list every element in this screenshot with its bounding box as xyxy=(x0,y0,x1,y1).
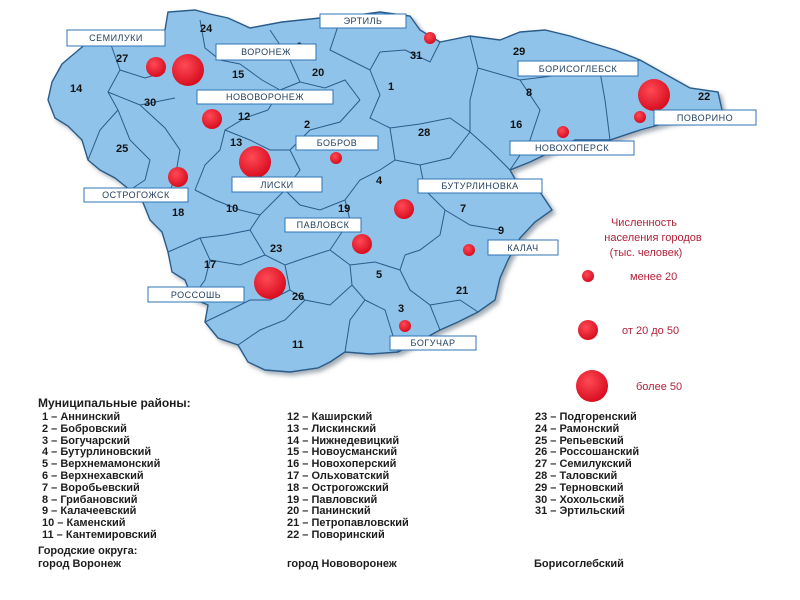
district-list-item: 30 – Хохольский xyxy=(535,493,625,506)
legend-title-line-1: Численность xyxy=(610,217,678,229)
city-marker-voronezh xyxy=(172,54,204,86)
city-marker-novokhopersk xyxy=(557,126,569,138)
legend-title-line-3: (тыс. человек) xyxy=(609,247,683,259)
city-marker-buturlinovka xyxy=(394,199,414,219)
svg-text:ВОРОНЕЖ: ВОРОНЕЖ xyxy=(241,47,291,57)
district-list-item: 20 – Панинский xyxy=(287,505,371,518)
city-marker-liski xyxy=(239,146,271,178)
district-list-item: 1 – Аннинский xyxy=(42,411,121,423)
districts-column-2 xyxy=(287,412,535,542)
city-marker-povorino xyxy=(634,111,646,123)
city-marker-pavlovsk xyxy=(352,234,372,254)
district-number: 17 xyxy=(204,259,217,271)
city-marker-bobrov xyxy=(330,152,342,164)
district-number: 20 xyxy=(312,67,325,79)
district-list-item: 15 – Новоусманский xyxy=(287,446,398,459)
svg-text:ЛИСКИ: ЛИСКИ xyxy=(260,180,294,190)
district-list-item: 13 – Лискинский xyxy=(287,422,377,435)
district-number: 25 xyxy=(116,143,129,155)
district-list-item: 28 – Таловский xyxy=(535,469,618,482)
svg-text:ОСТРОГОЖСК: ОСТРОГОЖСК xyxy=(102,190,170,200)
district-number: 13 xyxy=(230,137,243,149)
district-number: 18 xyxy=(172,207,185,219)
district-number: 26 xyxy=(292,291,305,303)
districts-column-3 xyxy=(535,412,775,542)
district-list-item: 23 – Подгоренский xyxy=(535,411,637,423)
district-list-item: 10 – Каменский xyxy=(42,517,126,530)
city-label-buturlinovka xyxy=(418,179,542,193)
city-label-bobrov xyxy=(296,136,378,150)
district-number: 30 xyxy=(144,97,157,109)
district-list-item: 19 – Павловский xyxy=(287,493,378,506)
district-number: 4 xyxy=(376,175,383,187)
svg-text:БОГУЧАР: БОГУЧАР xyxy=(410,338,456,348)
city-label-ostrogozhsk xyxy=(84,188,188,202)
district-number: 19 xyxy=(338,203,351,215)
district-list-item: 14 – Нижнедевицкий xyxy=(287,434,400,447)
district-list-item: 12 – Каширский xyxy=(287,411,373,423)
legend-title-line-2: населения городов xyxy=(604,232,702,244)
districts-list-title: Муниципальные районы: xyxy=(38,396,191,410)
district-number: 5 xyxy=(376,269,383,281)
city-label-kalach xyxy=(488,240,558,255)
svg-text:ПОВОРИНО: ПОВОРИНО xyxy=(676,113,734,123)
svg-text:БОРИСОГЛЕБСК: БОРИСОГЛЕБСК xyxy=(538,64,618,74)
district-number: 16 xyxy=(510,119,523,131)
district-number: 12 xyxy=(238,111,251,123)
city-label-povorino xyxy=(654,110,756,125)
svg-text:КАЛАЧ: КАЛАЧ xyxy=(507,243,539,253)
district-number: 1 xyxy=(388,81,395,93)
city-marker-kalach xyxy=(463,244,475,256)
district-list-item: 8 – Грибановский xyxy=(42,493,138,506)
city-marker-novovoronezh xyxy=(202,109,222,129)
district-list-item: 9 – Калачеевский xyxy=(42,505,137,518)
district-number: 14 xyxy=(70,83,83,95)
district-number: 31 xyxy=(410,50,423,62)
svg-text:ПАВЛОВСК: ПАВЛОВСК xyxy=(296,220,350,230)
district-list-item: 16 – Новохоперский xyxy=(287,458,397,471)
city-okrug-item: город Нововоронеж xyxy=(287,558,397,570)
district-number: 3 xyxy=(398,303,405,315)
district-number: 9 xyxy=(498,225,505,237)
city-label-rossosh xyxy=(148,287,244,302)
district-number: 27 xyxy=(116,53,129,65)
svg-text:БУТУРЛИНОВКА: БУТУРЛИНОВКА xyxy=(441,181,519,191)
district-list-item: 4 – Бутурлиновский xyxy=(42,446,152,459)
city-marker-boguchar xyxy=(399,320,411,332)
district-number: 29 xyxy=(513,46,526,58)
legend-label-medium: от 20 до 50 xyxy=(622,325,680,337)
svg-text:НОВОХОПЕРСК: НОВОХОПЕРСК xyxy=(534,143,610,153)
city-label-voronezh xyxy=(216,44,316,60)
city-label-novokhopersk xyxy=(510,141,634,155)
district-number: 2 xyxy=(304,119,311,131)
district-list-item: 2 – Бобровский xyxy=(42,422,127,435)
district-list-item: 29 – Терновский xyxy=(535,481,624,494)
district-number: 21 xyxy=(456,285,469,297)
city-okruga-title: Городские округа: xyxy=(38,545,138,557)
city-marker-borisoglebsk xyxy=(638,79,670,111)
city-label-boguchar xyxy=(390,336,476,350)
district-number: 7 xyxy=(460,203,467,215)
district-list-item: 25 – Репьевский xyxy=(535,434,624,447)
city-label-borisoglebsk xyxy=(518,61,638,76)
district-list-item: 26 – Россошанский xyxy=(535,446,640,459)
svg-text:БОБРОВ: БОБРОВ xyxy=(316,138,358,148)
city-label-semiluki xyxy=(67,30,165,46)
legend-label-large: более 50 xyxy=(636,381,683,393)
district-list-item: 18 – Острогожский xyxy=(287,481,389,494)
city-marker-semiluki xyxy=(146,57,166,77)
district-list-item: 7 – Воробьевский xyxy=(42,481,140,494)
svg-text:ЭРТИЛЬ: ЭРТИЛЬ xyxy=(343,16,383,26)
legend-marker-medium xyxy=(578,320,598,340)
svg-text:НОВОВОРОНЕЖ: НОВОВОРОНЕЖ xyxy=(225,92,305,102)
district-list-item: 24 – Рамонский xyxy=(535,422,620,435)
district-list-item: 21 – Петропавловский xyxy=(287,517,409,530)
legend-marker-small xyxy=(582,270,594,282)
district-number: 28 xyxy=(418,127,431,139)
city-marker-rossosh xyxy=(254,267,286,299)
city-label-novovoronezh xyxy=(197,90,333,104)
district-list-item: 31 – Эртильский xyxy=(535,505,625,518)
district-number: 10 xyxy=(226,203,239,215)
svg-text:СЕМИЛУКИ: СЕМИЛУКИ xyxy=(89,33,143,43)
district-list-item: 22 – Поворинский xyxy=(287,528,385,541)
districts-list xyxy=(38,396,778,542)
district-number: 23 xyxy=(270,243,283,255)
district-list-item: 6 – Верхнехавский xyxy=(42,469,144,482)
district-list-item: 5 – Верхнемамонский xyxy=(42,458,161,471)
district-list-item: 11 – Кантемировский xyxy=(42,528,157,541)
city-label-liski xyxy=(232,177,322,192)
city-label-ertil xyxy=(320,14,406,28)
legend-label-small: менее 20 xyxy=(630,271,678,283)
city-okrug-item: Борисоглебский xyxy=(534,558,624,570)
district-list-item: 3 – Богучарский xyxy=(42,434,131,447)
districts-column-1 xyxy=(38,412,287,542)
city-okrug-item: город Воронеж xyxy=(38,558,122,570)
city-marker-ertil xyxy=(424,32,436,44)
district-number: 15 xyxy=(232,69,245,81)
district-list-item: 17 – Ольховатский xyxy=(287,469,390,482)
district-number: 24 xyxy=(200,23,213,35)
city-marker-ostrogozhsk xyxy=(168,167,188,187)
district-number: 11 xyxy=(292,339,304,351)
city-okruga xyxy=(38,545,778,570)
district-list-item: 27 – Семилукский xyxy=(535,458,632,471)
district-number: 22 xyxy=(698,91,711,103)
city-label-pavlovsk xyxy=(285,218,361,232)
svg-text:РОССОШЬ: РОССОШЬ xyxy=(170,290,222,300)
map-legend xyxy=(576,217,702,402)
district-number: 8 xyxy=(526,87,533,99)
